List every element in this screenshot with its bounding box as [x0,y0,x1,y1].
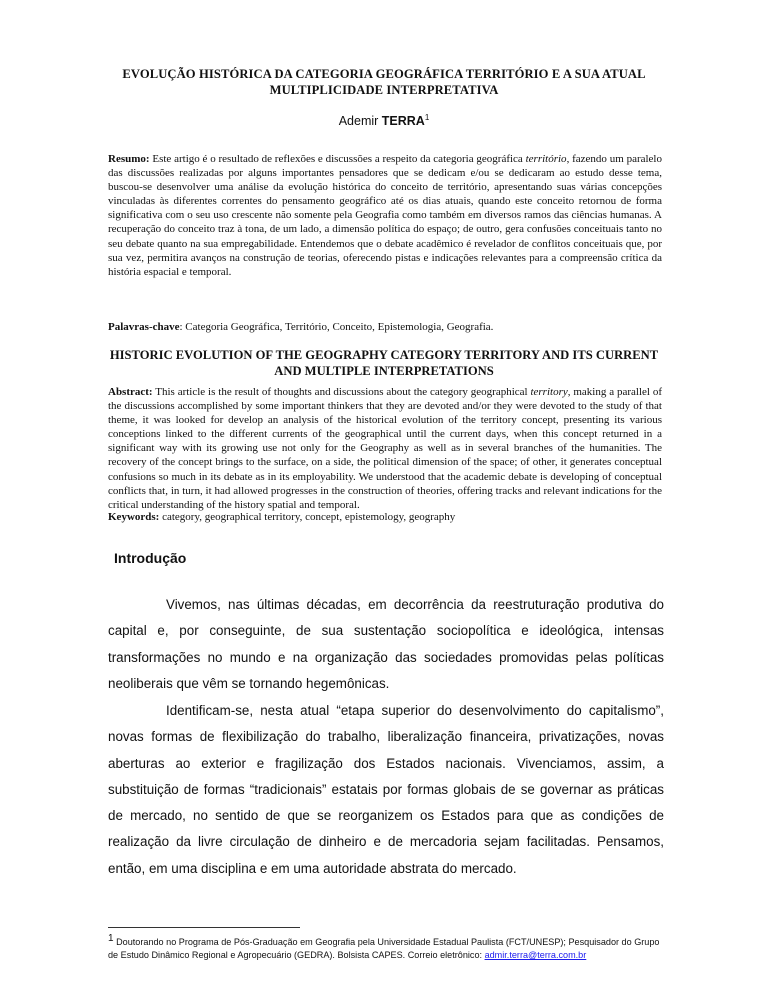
keywords-label: Keywords: [108,511,160,523]
abstract-label: Abstract: [108,386,153,398]
section-heading-introducao: Introdução [114,550,187,566]
footnote-email-link[interactable]: admir.terra@terra.com.br [484,950,587,961]
body-paragraph-2: Identificam-se, nesta atual “etapa superior do desenvolvimento do capitalismo”, novas formas de flexibilização do trabalho, liberalização financeira, privatizações, novas aberturas ao exterior e fragilização dos Estados nacionais. Vivenciamos, assim, a substituição de formas “tradicionais” estatais por formas globais de se governar as práticas de mercado, no sentido de que se reorganizem os Estados para que as condições de realização da livre circulação de dinheiro e de mercadoria sejam facilitadas. Pensamos, então, em uma disciplina e em uma autoridade abstrata do mercado. [108,703,664,876]
resumo-text-end: , fazendo um paralelo das discussões realizadas por alguns importantes pensadores que se dedicam e/ou se dedicaram ao estudo desse tema, buscou-se desenvolver uma análise da evolução histórica do conceito de território, apresentando suas várias concepções vinculadas às diferentes correntes do pensamento geográfico até os dias atuais, quando este conceito retornou de forma significativa com o seu uso crescente não somente pela Geografia como também em diversos ramos das ciências humanas. A recuperação do conceito traz à tona, de um lado, a dimensão política do espaço; de outro, gera confusões conceituais tanto no seu debate quanto na sua empregabilidade. Entendemos que o debate acadêmico é revelador de conflitos conceituais que, por sua vez, permitira avanços na construção de teorias, oferecendo pistas e indicações relevantes para a compreensão crítica da história espacial e temporal. [108,153,662,278]
abstract-text-start: This article is the result of thoughts and discussions about the category geographical [152,386,531,398]
body-paragraph-1: Vivemos, nas últimas décadas, em decorrência da reestruturação produtiva do capital e, por conseguinte, de sua sustentação sociopolítica e ideológica, intensas transformações no mundo e na organização das sociedades promovidas pelas políticas neoliberais que vêm se tornando hegemônicas. [108,597,664,691]
footnote-separator [108,927,300,928]
palavras-chave-label: Palavras-chave [108,321,180,333]
footnote-mark: 1 [108,933,114,944]
abstract-text-end: , making a parallel of the discussions accomplished by some important thinkers that they are devoted and/or they were devoted to the study of that theme, it was looked for develop an analysis of the historical evolution of the territory concept, presenting its various conceptions linked to the different currents of the geographical until the current days, when this concept returned in a significant way with its growing use not only for the Geography as well as in several branches of the humanities. The recovery of the concept brings to the surface, on a side, the political dimension of the space; of other, it generates conceptual confusions so much in its debate as in its employability. We understood that the academic debate is developing of conceptual conflicts that, in turn, it had allowed progresses in the construction of theories, offering tracks and relevant indications for the critical understanding of the history spatial and temporal. [108,386,662,511]
author-last-name: TERRA [381,114,425,129]
resumo-italic-term: território [525,153,567,165]
paper-title-english: HISTORIC EVOLUTION OF THE GEOGRAPHY CATEGORY TERRITORY AND ITS CURRENT AND MULTIPLE INTERPRETATIONS [109,348,659,378]
resumo-label: Resumo: [108,153,150,165]
author-footnote-mark: 1 [424,113,430,122]
footnote-text: Doutorando no Programa de Pós-Graduação em Geografia pela Universidade Estadual Paulista (FCT/UNESP); Pesquisador do Grupo de Estudo Dinâmico Regional e Agropecuário (GEDRA). Bolsista CAPES. Correio eletrônico: [108,937,660,961]
keywords-line [108,510,662,524]
abstract-paragraph [108,385,662,512]
author-line [96,113,672,128]
author-first-name: Ademir [338,114,382,129]
palavras-chave-text: : Categoria Geográfica, Território, Conceito, Epistemologia, Geografia. [179,321,494,333]
footnote [108,932,664,962]
abstract-italic-term: territory [530,386,568,398]
keywords-text: category, geographical territory, concept, epistemology, geography [159,511,456,523]
resumo-paragraph [108,152,662,279]
palavras-chave-line [108,320,662,334]
resumo-text-start: Este artigo é o resultado de reflexões e discussões a respeito da categoria geográfica [149,153,526,165]
paper-title-portuguese: EVOLUÇÃO HISTÓRICA DA CATEGORIA GEOGRÁFICA TERRITÓRIO E A SUA ATUAL MULTIPLICIDADE INTERPRETATIVA [122,67,646,97]
